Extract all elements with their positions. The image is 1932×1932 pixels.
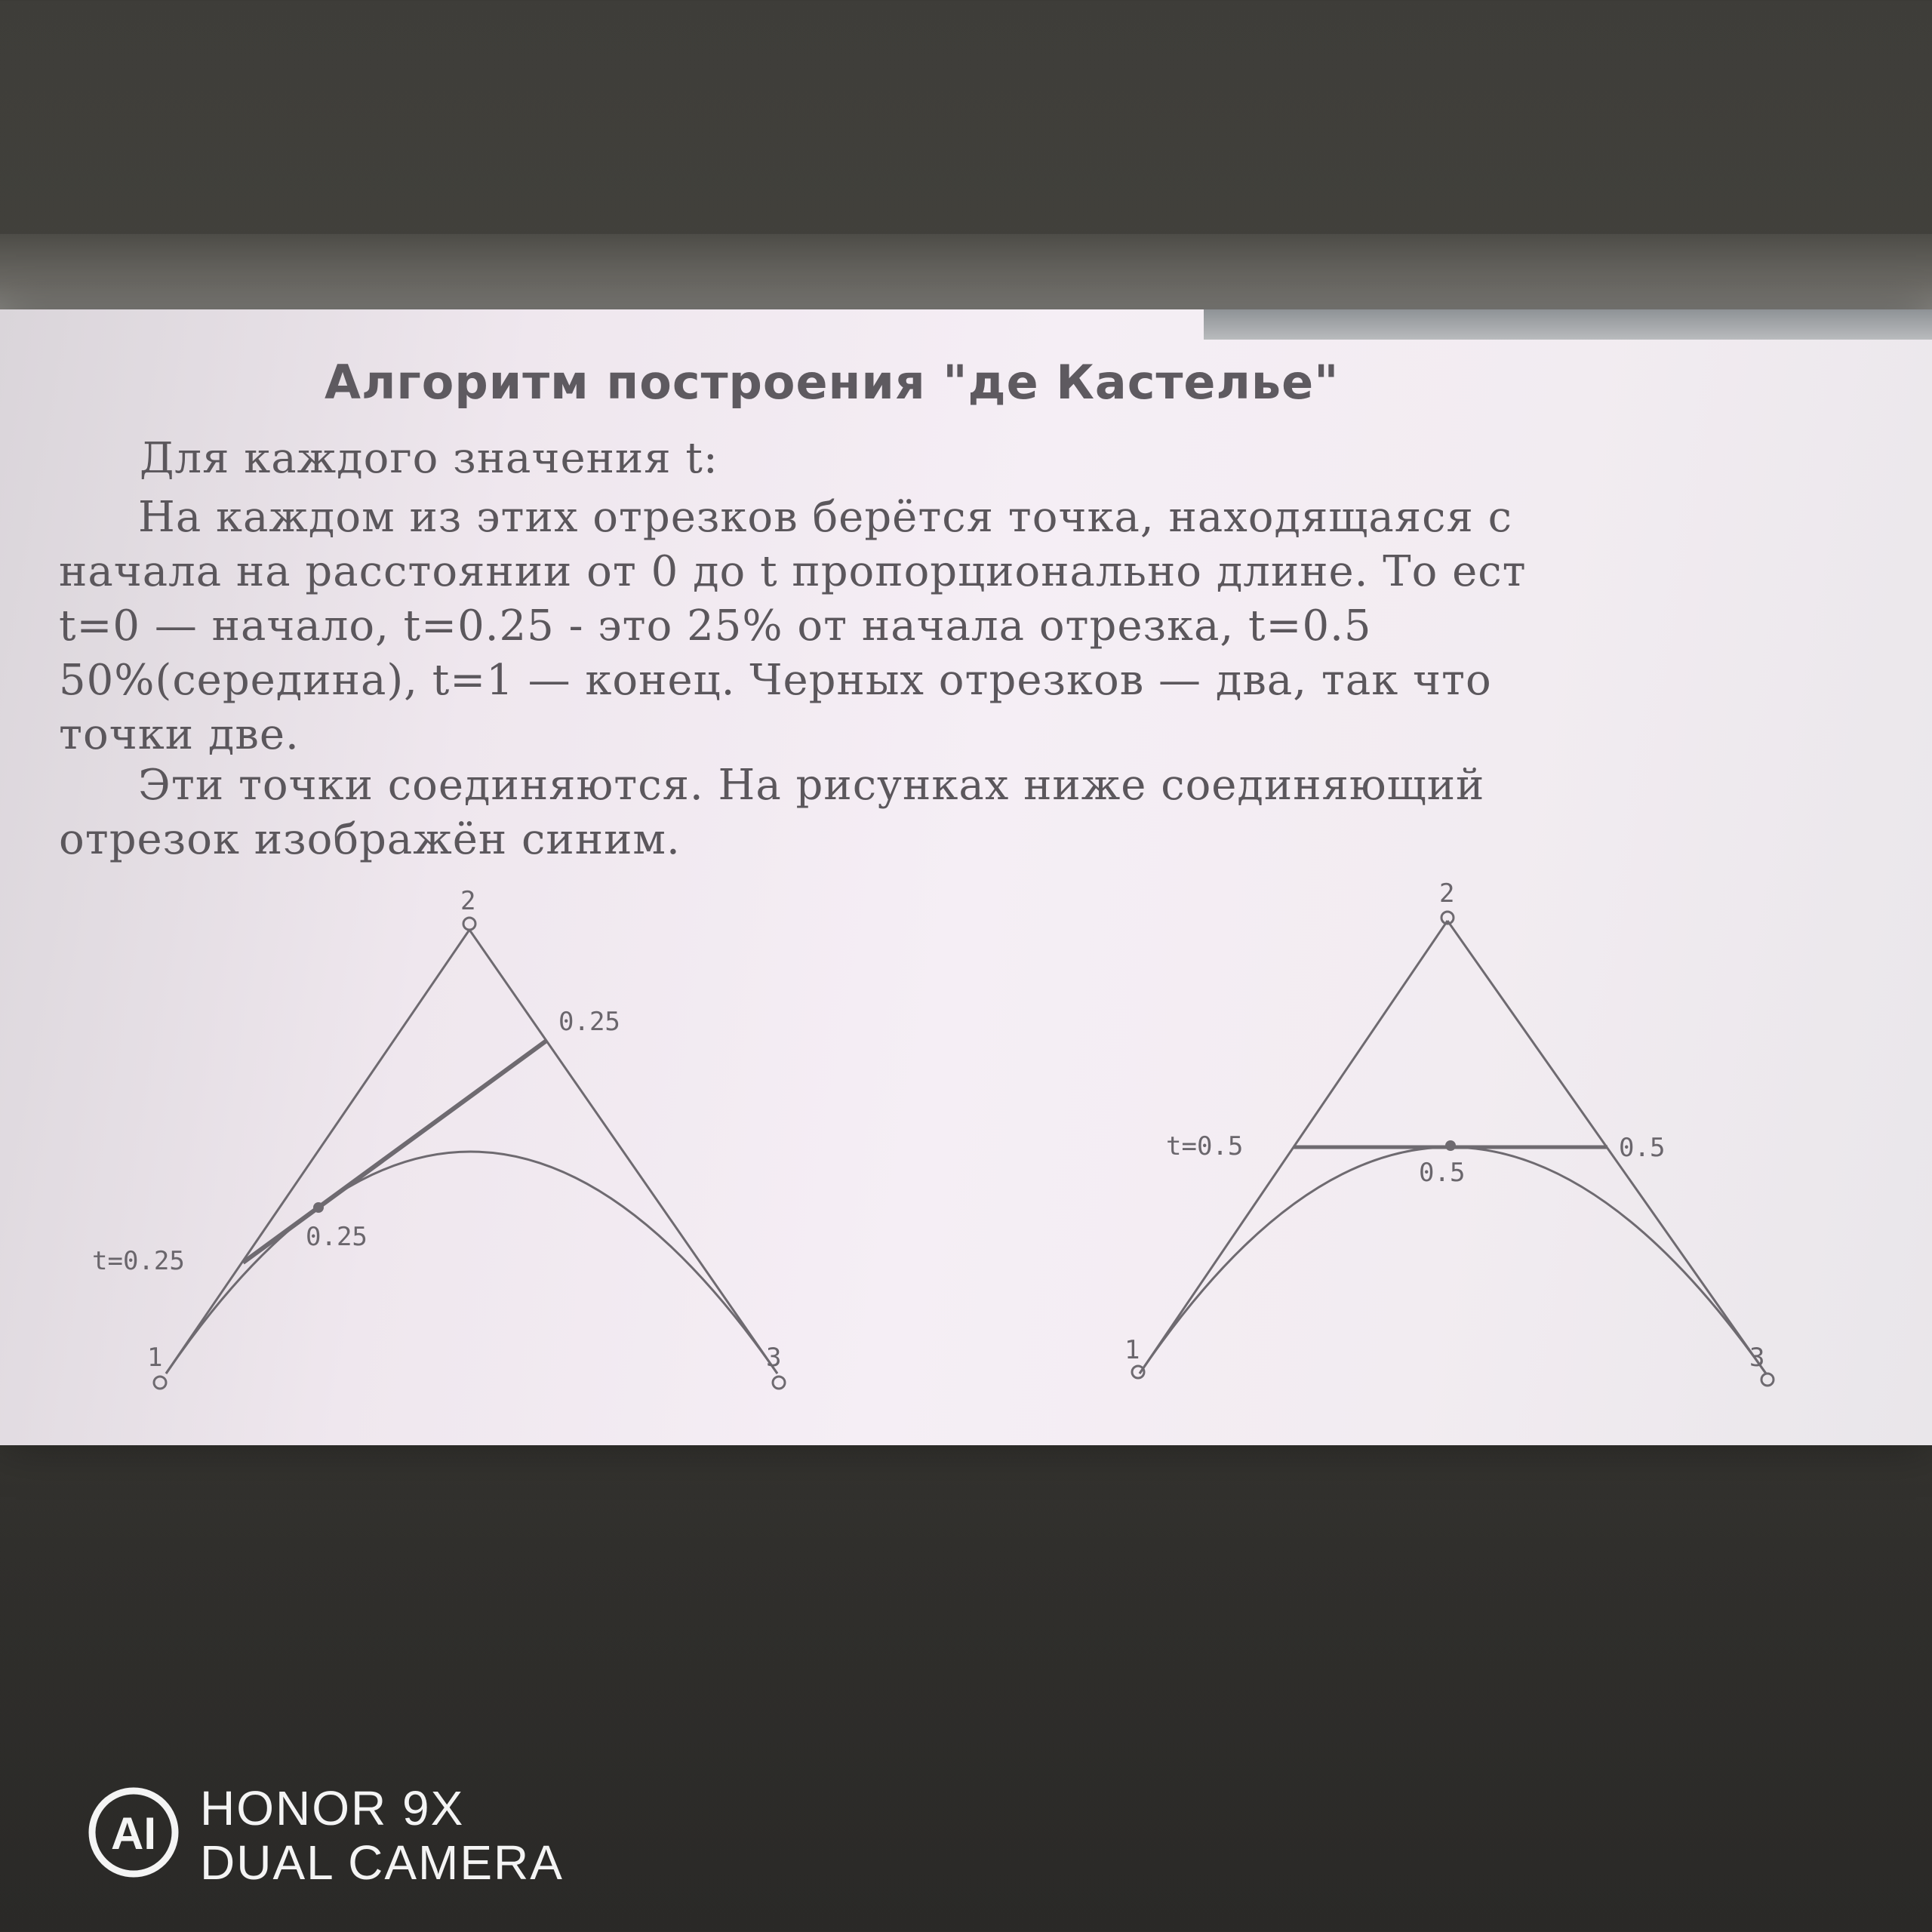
label-t-05: t=0.5 [1166, 1131, 1244, 1161]
label-point-3: 3 [1749, 1343, 1765, 1373]
label-point-2: 2 [1439, 878, 1455, 909]
label-right-05: 0.5 [1619, 1133, 1666, 1163]
paragraph-1-line: t=0 — начало, t=0.25 - это 25% от начала отрезка, t=0.5 [59, 601, 1372, 651]
watermark-model: HONOR 9X [200, 1781, 465, 1835]
curve-point [313, 1202, 324, 1213]
control-point-1 [1132, 1366, 1144, 1378]
control-point-3 [1761, 1374, 1774, 1386]
ai-camera-logo [87, 1786, 181, 1880]
control-point-3 [773, 1377, 785, 1389]
projection-top-band [0, 234, 1932, 317]
control-segment-2-3 [469, 930, 777, 1374]
paragraph-1-line: точки две. [59, 710, 300, 759]
paragraph-1-line: 50%(середина), t=1 — конец. Черных отрезков — два, так что [59, 656, 1492, 705]
bezier-curve [166, 1152, 777, 1374]
slide-edge-strip [1204, 309, 1932, 340]
control-segment-1-2 [166, 930, 469, 1374]
paragraph-2-line: отрезок изображён синим. [59, 815, 681, 864]
connecting-segment [243, 1041, 546, 1263]
control-point-2 [463, 918, 475, 930]
label-point-1: 1 [147, 1343, 163, 1373]
intro-text: Для каждого значения t: [140, 434, 718, 483]
paragraph-1-line: начала на расстоянии от 0 до t пропорционально длине. То ест [59, 547, 1527, 596]
label-mid-05: 0.5 [1419, 1158, 1466, 1188]
paragraph-2-line: Эти точки соединяются. На рисунках ниже соединяющий [138, 761, 1485, 810]
bezier-figure-t025 [45, 875, 845, 1419]
slide-title: Алгоритм построения "де Кастелье" [325, 355, 1340, 410]
label-t-025: t=0.25 [92, 1246, 185, 1276]
bezier-figure-t05 [1117, 875, 1811, 1419]
paragraph-1 [59, 491, 1932, 762]
camera-watermark [87, 1781, 615, 1894]
label-curve-025: 0.25 [306, 1222, 368, 1252]
label-point-1: 1 [1124, 1335, 1140, 1365]
paragraph-1-line: На каждом из этих отрезков берётся точка, находящаяся с [138, 493, 1512, 542]
paragraph-2 [59, 758, 1932, 867]
curve-point [1445, 1140, 1456, 1151]
svg-text:AI: AI [111, 1808, 156, 1859]
watermark-camera: DUAL CAMERA [200, 1835, 564, 1890]
label-point-3: 3 [766, 1343, 782, 1373]
label-upper-025: 0.25 [558, 1007, 620, 1037]
label-point-2: 2 [460, 886, 476, 916]
control-point-1 [154, 1377, 166, 1389]
